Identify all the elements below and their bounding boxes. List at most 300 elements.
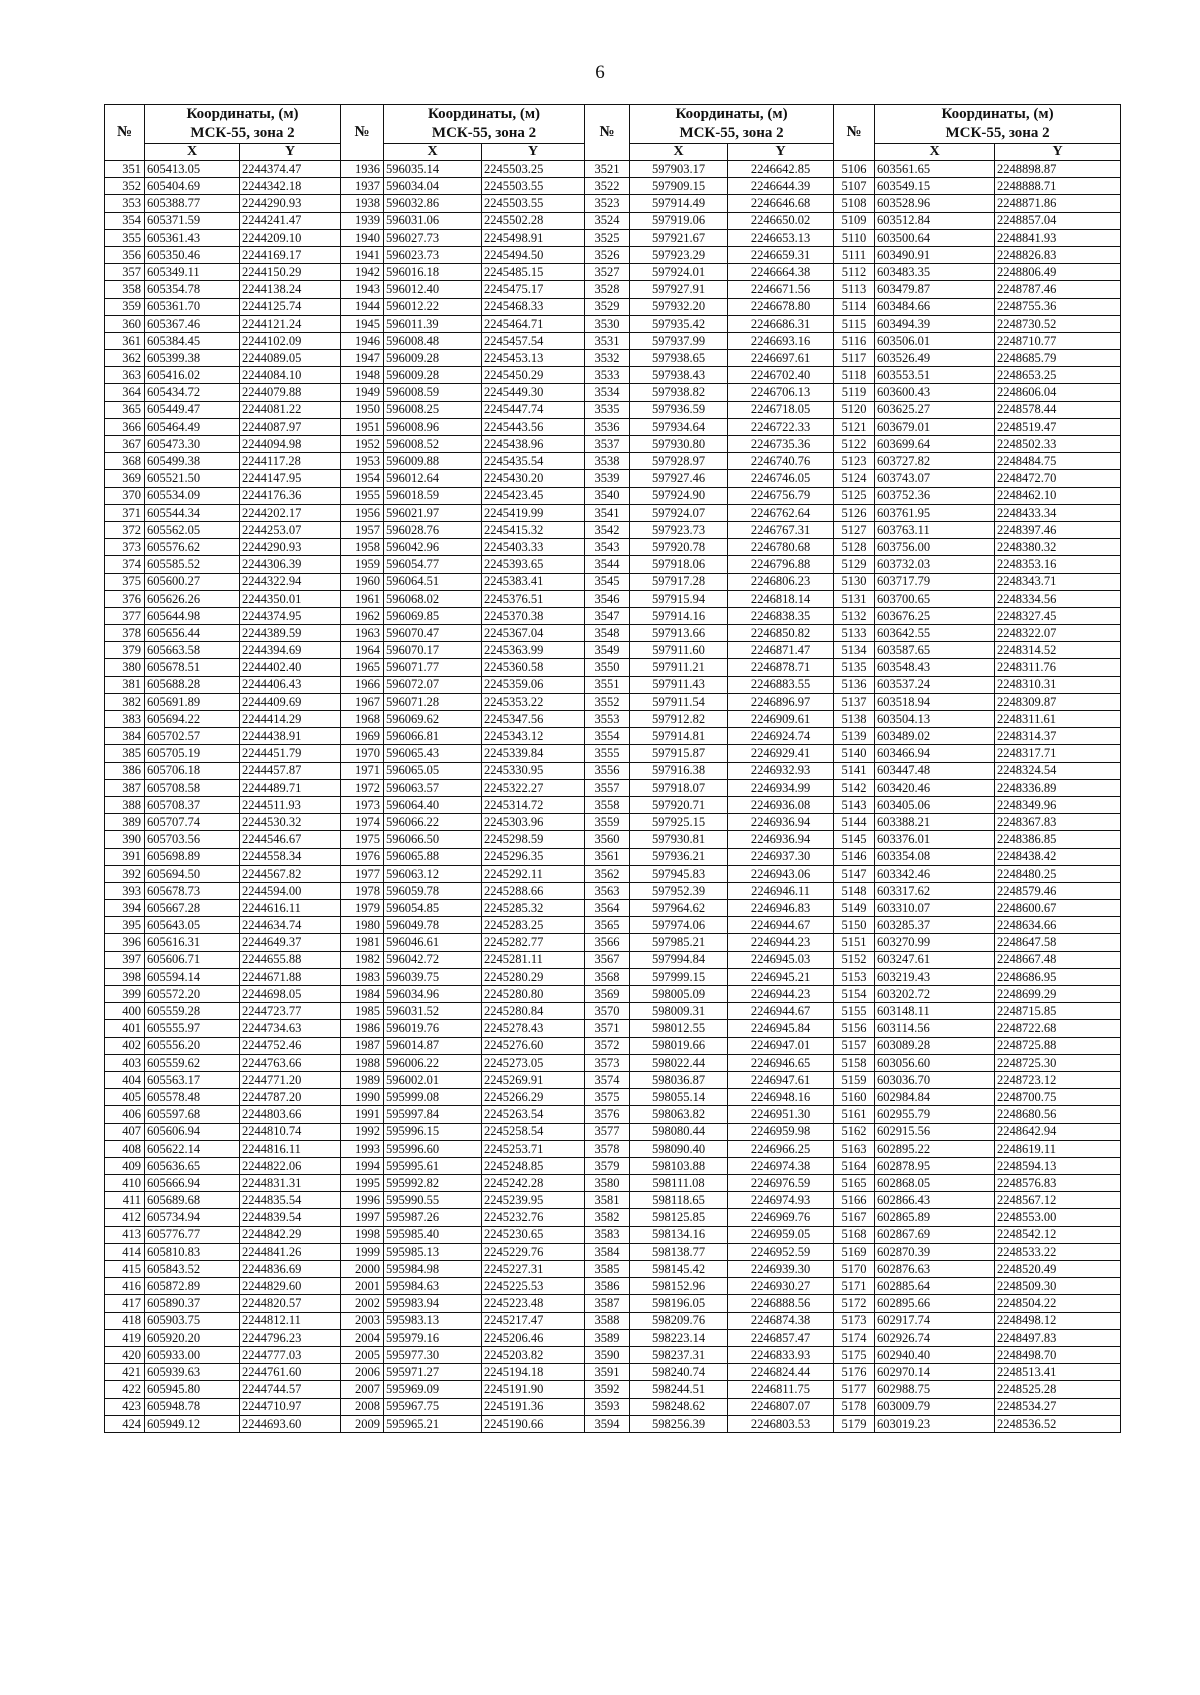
point-number: 405 — [105, 1089, 145, 1106]
point-number: 389 — [105, 814, 145, 831]
coord-x: 603518.94 — [875, 693, 995, 710]
coord-y: 2246944.67 — [728, 917, 834, 934]
coord-x: 595969.09 — [384, 1381, 482, 1398]
coord-x: 603270.99 — [875, 934, 995, 951]
table-row — [105, 796, 1121, 813]
coord-x: 595971.27 — [384, 1364, 482, 1381]
coord-y: 2248353.16 — [995, 556, 1121, 573]
point-number: 1962 — [341, 607, 384, 624]
point-number: 379 — [105, 642, 145, 659]
coord-x: 603732.03 — [875, 556, 995, 573]
table-row — [105, 848, 1121, 865]
coord-x: 597923.73 — [630, 521, 728, 538]
coord-x: 602988.75 — [875, 1381, 995, 1398]
coord-x: 598009.31 — [630, 1003, 728, 1020]
coord-y: 2244734.63 — [240, 1020, 341, 1037]
coord-x: 597919.06 — [630, 212, 728, 229]
coord-x: 602955.79 — [875, 1106, 995, 1123]
coord-x: 597912.82 — [630, 711, 728, 728]
point-number: 400 — [105, 1003, 145, 1020]
coord-x: 602940.40 — [875, 1346, 995, 1363]
coord-y: 2245485.15 — [482, 264, 585, 281]
coord-y: 2245498.91 — [482, 229, 585, 246]
coord-y: 2248578.44 — [995, 401, 1121, 418]
point-number: 5131 — [834, 590, 875, 607]
coord-x: 596066.50 — [384, 831, 482, 848]
point-number: 1983 — [341, 968, 384, 985]
point-number: 3551 — [585, 676, 630, 693]
coord-y: 2244406.43 — [240, 676, 341, 693]
coord-y: 2244290.93 — [240, 195, 341, 212]
coord-y: 2248343.71 — [995, 573, 1121, 590]
point-number: 1956 — [341, 504, 384, 521]
table-row — [105, 1003, 1121, 1020]
coord-x: 603388.21 — [875, 814, 995, 831]
coord-y: 2244839.54 — [240, 1209, 341, 1226]
coord-x: 605702.57 — [145, 728, 240, 745]
coord-y: 2244290.93 — [240, 539, 341, 556]
coord-x: 603727.82 — [875, 453, 995, 470]
coord-x: 598244.51 — [630, 1381, 728, 1398]
coord-x: 596018.59 — [384, 487, 482, 504]
table-row — [105, 264, 1121, 281]
point-number: 376 — [105, 590, 145, 607]
point-number: 1943 — [341, 281, 384, 298]
coord-x: 597916.38 — [630, 762, 728, 779]
coord-x: 603679.01 — [875, 418, 995, 435]
coord-y: 2245281.11 — [482, 951, 585, 968]
point-number: 361 — [105, 332, 145, 349]
coord-y: 2248480.25 — [995, 865, 1121, 882]
coord-x: 605933.00 — [145, 1346, 240, 1363]
point-number: 5172 — [834, 1295, 875, 1312]
point-number: 381 — [105, 676, 145, 693]
point-number: 2009 — [341, 1415, 384, 1432]
y-header-4: Y — [995, 144, 1121, 161]
coord-y: 2244414.29 — [240, 711, 341, 728]
point-number: 3594 — [585, 1415, 630, 1432]
coord-y: 2246706.13 — [728, 384, 834, 401]
coord-y: 2244125.74 — [240, 298, 341, 315]
point-number: 3588 — [585, 1312, 630, 1329]
coord-x: 595965.21 — [384, 1415, 482, 1432]
coord-y: 2244138.24 — [240, 281, 341, 298]
coord-y: 2246838.35 — [728, 607, 834, 624]
coord-y: 2244489.71 — [240, 779, 341, 796]
coord-y: 2248647.58 — [995, 934, 1121, 951]
coord-x: 597974.06 — [630, 917, 728, 934]
coord-x: 605948.78 — [145, 1398, 240, 1415]
point-number: 1977 — [341, 865, 384, 882]
coord-y: 2245438.96 — [482, 436, 585, 453]
coord-y: 2246959.05 — [728, 1226, 834, 1243]
coord-y: 2246932.93 — [728, 762, 834, 779]
coord-x: 598080.44 — [630, 1123, 728, 1140]
point-number: 3558 — [585, 796, 630, 813]
table-row — [105, 1037, 1121, 1054]
coord-y: 2244671.88 — [240, 968, 341, 985]
coord-header-3 — [630, 105, 834, 144]
coord-y: 2244121.24 — [240, 315, 341, 332]
coord-x: 603600.43 — [875, 384, 995, 401]
coord-y: 2246796.88 — [728, 556, 834, 573]
point-number: 1944 — [341, 298, 384, 315]
coord-y: 2246969.76 — [728, 1209, 834, 1226]
table-row — [105, 453, 1121, 470]
coord-y: 2246767.31 — [728, 521, 834, 538]
coord-y: 2245457.54 — [482, 332, 585, 349]
point-number: 3543 — [585, 539, 630, 556]
coordinates-table-body — [105, 161, 1121, 1433]
coord-y: 2246952.59 — [728, 1243, 834, 1260]
point-number: 414 — [105, 1243, 145, 1260]
point-number: 1989 — [341, 1071, 384, 1088]
coord-x: 605949.12 — [145, 1415, 240, 1432]
point-number: 1940 — [341, 229, 384, 246]
coord-y: 2245298.59 — [482, 831, 585, 848]
coord-y: 2245280.80 — [482, 986, 585, 1003]
coord-header-2 — [384, 105, 585, 144]
point-number: 1955 — [341, 487, 384, 504]
coord-x: 603549.15 — [875, 178, 995, 195]
coord-x: 603114.56 — [875, 1020, 995, 1037]
coord-y: 2245403.33 — [482, 539, 585, 556]
table-row — [105, 470, 1121, 487]
point-number: 3570 — [585, 1003, 630, 1020]
coord-x: 597918.06 — [630, 556, 728, 573]
coord-x: 605667.28 — [145, 900, 240, 917]
coord-header-1 — [145, 105, 341, 144]
table-row — [105, 367, 1121, 384]
coord-x: 597938.65 — [630, 350, 728, 367]
point-number: 3525 — [585, 229, 630, 246]
coord-x: 605694.22 — [145, 711, 240, 728]
point-number: 399 — [105, 986, 145, 1003]
point-number: 411 — [105, 1192, 145, 1209]
coord-y: 2246966.25 — [728, 1140, 834, 1157]
coord-y: 2246718.05 — [728, 401, 834, 418]
point-number: 1941 — [341, 246, 384, 263]
point-number: 1993 — [341, 1140, 384, 1157]
coord-y: 2248699.29 — [995, 986, 1121, 1003]
point-number: 402 — [105, 1037, 145, 1054]
point-number: 5154 — [834, 986, 875, 1003]
table-row — [105, 711, 1121, 728]
coord-x: 602915.56 — [875, 1123, 995, 1140]
coord-y: 2248553.00 — [995, 1209, 1121, 1226]
point-number: 1996 — [341, 1192, 384, 1209]
coord-y: 2244752.46 — [240, 1037, 341, 1054]
point-number: 409 — [105, 1157, 145, 1174]
coord-y: 2245430.20 — [482, 470, 585, 487]
coord-y: 2246806.23 — [728, 573, 834, 590]
point-number: 368 — [105, 453, 145, 470]
coord-y: 2244649.37 — [240, 934, 341, 951]
coord-x: 597924.07 — [630, 504, 728, 521]
coord-y: 2246936.08 — [728, 796, 834, 813]
table-row — [105, 1261, 1121, 1278]
coord-x: 605499.38 — [145, 453, 240, 470]
point-number: 3559 — [585, 814, 630, 831]
point-number: 5142 — [834, 779, 875, 796]
coord-y: 2244723.77 — [240, 1003, 341, 1020]
coord-x: 596008.52 — [384, 436, 482, 453]
coord-x: 597964.62 — [630, 900, 728, 917]
coord-x: 603219.43 — [875, 968, 995, 985]
coord-y: 2244438.91 — [240, 728, 341, 745]
point-number: 5161 — [834, 1106, 875, 1123]
table-row — [105, 693, 1121, 710]
point-number: 407 — [105, 1123, 145, 1140]
coord-x: 605606.94 — [145, 1123, 240, 1140]
coord-y: 2248755.36 — [995, 298, 1121, 315]
point-number: 2003 — [341, 1312, 384, 1329]
table-row — [105, 1071, 1121, 1088]
point-number: 1953 — [341, 453, 384, 470]
coord-x: 596021.97 — [384, 504, 482, 521]
coord-y: 2248536.52 — [995, 1415, 1121, 1432]
coord-x: 596054.77 — [384, 556, 482, 573]
coord-y: 2248327.45 — [995, 607, 1121, 624]
coord-y: 2244698.05 — [240, 986, 341, 1003]
coord-x: 597985.21 — [630, 934, 728, 951]
table-row — [105, 728, 1121, 745]
point-number: 2002 — [341, 1295, 384, 1312]
coord-x: 595983.94 — [384, 1295, 482, 1312]
coord-x: 605521.50 — [145, 470, 240, 487]
coord-y: 2248324.54 — [995, 762, 1121, 779]
coord-y: 2245353.22 — [482, 693, 585, 710]
coord-x: 595979.16 — [384, 1329, 482, 1346]
point-number: 3568 — [585, 968, 630, 985]
table-row — [105, 762, 1121, 779]
point-number: 3545 — [585, 573, 630, 590]
coord-x: 597911.21 — [630, 659, 728, 676]
coord-x: 598063.82 — [630, 1106, 728, 1123]
coord-y: 2244451.79 — [240, 745, 341, 762]
coord-x: 605464.49 — [145, 418, 240, 435]
coord-y: 2245280.29 — [482, 968, 585, 985]
coord-x: 603009.79 — [875, 1398, 995, 1415]
point-number: 5179 — [834, 1415, 875, 1432]
table-row — [105, 951, 1121, 968]
coord-x: 605606.71 — [145, 951, 240, 968]
coord-x: 598125.85 — [630, 1209, 728, 1226]
point-number: 5165 — [834, 1175, 875, 1192]
point-number: 1950 — [341, 401, 384, 418]
coord-x: 597915.87 — [630, 745, 728, 762]
coord-y: 2244241.47 — [240, 212, 341, 229]
point-number: 5128 — [834, 539, 875, 556]
coord-y: 2248311.76 — [995, 659, 1121, 676]
point-number: 3554 — [585, 728, 630, 745]
coord-x: 598134.16 — [630, 1226, 728, 1243]
point-number: 353 — [105, 195, 145, 212]
point-number: 362 — [105, 350, 145, 367]
table-row — [105, 968, 1121, 985]
coord-x: 597924.01 — [630, 264, 728, 281]
point-number: 5123 — [834, 453, 875, 470]
coord-y: 2244209.10 — [240, 229, 341, 246]
coord-x: 597927.91 — [630, 281, 728, 298]
point-number: 3538 — [585, 453, 630, 470]
point-number: 5119 — [834, 384, 875, 401]
coord-x: 597930.81 — [630, 831, 728, 848]
coord-y: 2245296.35 — [482, 848, 585, 865]
coord-x: 597924.90 — [630, 487, 728, 504]
point-number: 1938 — [341, 195, 384, 212]
point-number: 1946 — [341, 332, 384, 349]
coord-y: 2244816.11 — [240, 1140, 341, 1157]
table-row — [105, 384, 1121, 401]
coord-y: 2246746.05 — [728, 470, 834, 487]
coord-x: 597911.60 — [630, 642, 728, 659]
point-number: 5139 — [834, 728, 875, 745]
coord-x: 605920.20 — [145, 1329, 240, 1346]
point-number: 394 — [105, 900, 145, 917]
coordinates-table — [104, 104, 1121, 1433]
coord-x: 605367.46 — [145, 315, 240, 332]
coord-y: 2248498.12 — [995, 1312, 1121, 1329]
point-number: 5112 — [834, 264, 875, 281]
coord-x: 603479.87 — [875, 281, 995, 298]
coord-x: 603376.01 — [875, 831, 995, 848]
coord-x: 597937.99 — [630, 332, 728, 349]
coord-y: 2246833.93 — [728, 1346, 834, 1363]
point-number: 1947 — [341, 350, 384, 367]
coord-y: 2245370.38 — [482, 607, 585, 624]
coord-y: 2245419.99 — [482, 504, 585, 521]
coord-y: 2245206.46 — [482, 1329, 585, 1346]
coord-x: 596071.28 — [384, 693, 482, 710]
coord-y: 2245191.36 — [482, 1398, 585, 1415]
coord-y: 2245503.55 — [482, 195, 585, 212]
point-number: 1958 — [341, 539, 384, 556]
table-row — [105, 865, 1121, 882]
coord-x: 605708.37 — [145, 796, 240, 813]
table-row — [105, 281, 1121, 298]
point-number: 3583 — [585, 1226, 630, 1243]
coord-y: 2248513.41 — [995, 1364, 1121, 1381]
point-number: 3541 — [585, 504, 630, 521]
coord-x: 597903.17 — [630, 161, 728, 178]
coord-x: 596012.22 — [384, 298, 482, 315]
table-row — [105, 229, 1121, 246]
coord-y: 2248898.87 — [995, 161, 1121, 178]
point-number: 363 — [105, 367, 145, 384]
table-row — [105, 1295, 1121, 1312]
coord-x: 597913.66 — [630, 625, 728, 642]
x-header-4: X — [875, 144, 995, 161]
coord-y: 2248619.11 — [995, 1140, 1121, 1157]
coord-y: 2245502.28 — [482, 212, 585, 229]
coord-x: 595985.13 — [384, 1243, 482, 1260]
coord-y: 2248317.71 — [995, 745, 1121, 762]
point-number: 3567 — [585, 951, 630, 968]
coord-y: 2246929.41 — [728, 745, 834, 762]
table-row — [105, 1020, 1121, 1037]
coord-x: 605559.62 — [145, 1054, 240, 1071]
table-row — [105, 625, 1121, 642]
point-number: 419 — [105, 1329, 145, 1346]
point-number: 5174 — [834, 1329, 875, 1346]
coord-x: 596027.73 — [384, 229, 482, 246]
point-number: 3527 — [585, 264, 630, 281]
coord-y: 2245203.82 — [482, 1346, 585, 1363]
coord-y: 2245276.60 — [482, 1037, 585, 1054]
coord-y: 2245330.95 — [482, 762, 585, 779]
coord-y: 2244744.57 — [240, 1381, 341, 1398]
coord-y: 2244202.17 — [240, 504, 341, 521]
coord-y: 2244147.95 — [240, 470, 341, 487]
coord-x: 605666.94 — [145, 1175, 240, 1192]
point-number: 5133 — [834, 625, 875, 642]
coord-x: 596008.96 — [384, 418, 482, 435]
table-row — [105, 246, 1121, 263]
point-number: 3546 — [585, 590, 630, 607]
point-number: 5155 — [834, 1003, 875, 1020]
coord-y: 2248606.04 — [995, 384, 1121, 401]
coord-x: 597917.28 — [630, 573, 728, 590]
coord-x: 597925.15 — [630, 814, 728, 831]
point-number: 5173 — [834, 1312, 875, 1329]
table-row — [105, 1346, 1121, 1363]
coord-y: 2248349.96 — [995, 796, 1121, 813]
coord-y: 2246974.38 — [728, 1157, 834, 1174]
coord-x: 605559.28 — [145, 1003, 240, 1020]
coord-y: 2244089.05 — [240, 350, 341, 367]
coord-y: 2244820.57 — [240, 1295, 341, 1312]
coord-x: 597930.80 — [630, 436, 728, 453]
coord-y: 2244810.74 — [240, 1123, 341, 1140]
coord-x: 595999.08 — [384, 1089, 482, 1106]
coord-x: 605416.02 — [145, 367, 240, 384]
coord-y: 2248667.48 — [995, 951, 1121, 968]
point-number: 5147 — [834, 865, 875, 882]
coord-y: 2245263.54 — [482, 1106, 585, 1123]
coord-y: 2245280.84 — [482, 1003, 585, 1020]
point-number: 3532 — [585, 350, 630, 367]
coord-x: 605555.97 — [145, 1020, 240, 1037]
table-row — [105, 814, 1121, 831]
coord-y: 2246930.27 — [728, 1278, 834, 1295]
table-row — [105, 195, 1121, 212]
coord-y: 2246944.23 — [728, 934, 834, 951]
coord-x: 605663.58 — [145, 642, 240, 659]
coord-y: 2245190.66 — [482, 1415, 585, 1432]
coord-x: 605705.19 — [145, 745, 240, 762]
coord-x: 605703.56 — [145, 831, 240, 848]
coord-x: 598111.08 — [630, 1175, 728, 1192]
coord-x: 595990.55 — [384, 1192, 482, 1209]
coord-y: 2245242.28 — [482, 1175, 585, 1192]
coord-x: 595996.60 — [384, 1140, 482, 1157]
coord-x: 596012.40 — [384, 281, 482, 298]
coord-x: 595984.63 — [384, 1278, 482, 1295]
coord-y: 2248309.87 — [995, 693, 1121, 710]
coord-y: 2248438.42 — [995, 848, 1121, 865]
coord-y: 2244169.17 — [240, 246, 341, 263]
coord-y: 2246959.98 — [728, 1123, 834, 1140]
coord-y: 2245223.48 — [482, 1295, 585, 1312]
coord-y: 2246871.47 — [728, 642, 834, 659]
coord-y: 2244616.11 — [240, 900, 341, 917]
coord-y: 2244394.69 — [240, 642, 341, 659]
point-number: 1942 — [341, 264, 384, 281]
coord-x: 596031.06 — [384, 212, 482, 229]
table-row — [105, 900, 1121, 917]
point-number: 423 — [105, 1398, 145, 1415]
